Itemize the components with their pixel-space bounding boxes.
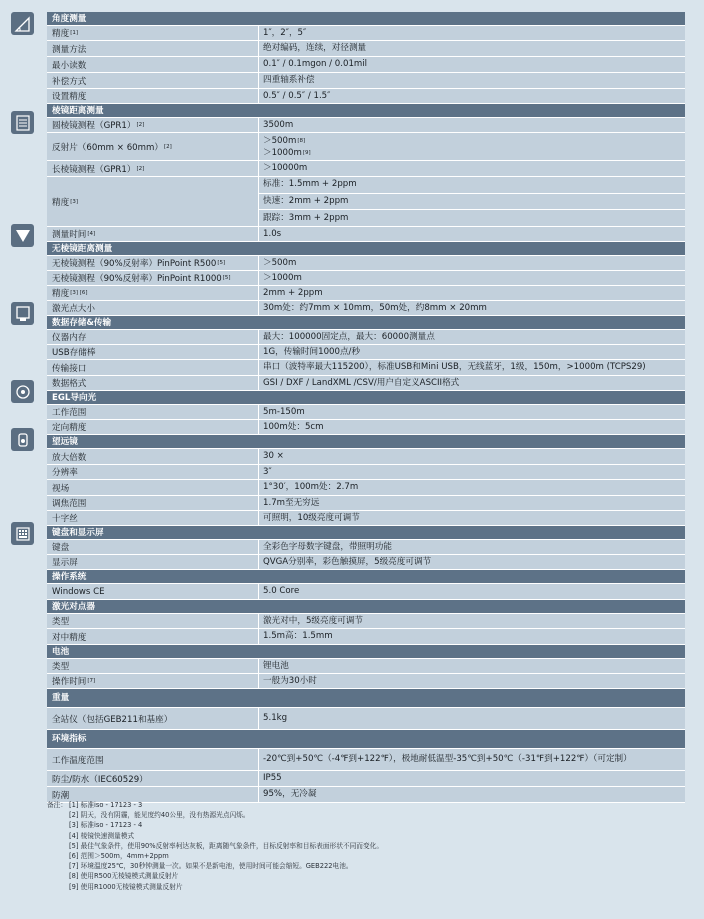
spec-value: ＞1000m	[263, 272, 302, 283]
spec-value: 全彩色字母数字键盘，带照明功能	[263, 541, 392, 552]
spec-label: 定向精度	[47, 420, 259, 434]
spec-label: 工作温度范围	[47, 749, 259, 770]
spec-value: 30 ×	[263, 451, 284, 461]
spec-value: 标准：1.5mm + 2ppm	[259, 177, 685, 194]
spec-label: 防尘/防水（IEC60529）	[47, 771, 259, 786]
spec-label: 视场	[47, 480, 259, 495]
spec-label: 操作时间 [7]	[47, 674, 259, 688]
spec-value: 0.5″ / 0.5″ / 1.5″	[263, 90, 331, 101]
spec-row	[47, 57, 685, 73]
spec-row	[47, 161, 685, 177]
spec-value: 30m处：约7mm × 10mm，50m处，约8mm × 20mm	[263, 302, 487, 313]
footnote: [9] 使用R1000无棱镜模式测量反射片	[69, 882, 183, 891]
spec-label: 圆棱镜测程（GPR1） [2]	[47, 118, 259, 132]
spec-label: 仪器内存	[47, 330, 259, 344]
spec-label: 测量方法	[47, 41, 259, 56]
spec-label: 数据格式	[47, 376, 259, 390]
spec-row	[47, 345, 685, 360]
spec-row	[47, 420, 685, 435]
spec-row	[47, 73, 685, 89]
spec-label: 反射片（60mm × 60mm） [2]	[47, 133, 259, 160]
spec-value: 3″	[263, 466, 272, 477]
data-storage-icon	[11, 302, 34, 325]
spec-row	[47, 614, 685, 629]
reflectorless-icon	[11, 224, 34, 247]
spec-row	[47, 674, 685, 689]
keyboard-icon	[11, 522, 34, 545]
section-header: 无棱镜距离测量	[47, 242, 685, 256]
spec-value: 0.1″ / 0.1mgon / 0.01mil	[263, 59, 368, 69]
spec-label: 补偿方式	[47, 73, 259, 88]
section-header: 激光对点器	[47, 600, 685, 614]
spec-value: 100m处：5cm	[263, 421, 324, 432]
spec-row	[47, 286, 685, 301]
footnote: [8] 使用R500无棱镜模式测量反射片	[69, 872, 179, 881]
spec-label: 全站仪（包括GEB211和基座）	[47, 708, 259, 729]
spec-value: 绝对编码，连续，对径测量	[263, 43, 367, 53]
spec-row	[47, 360, 685, 376]
spec-row	[47, 659, 685, 674]
section-header: 键盘和显示屏	[47, 526, 685, 540]
spec-row	[47, 449, 685, 465]
section-header: 棱镜距离测量	[47, 104, 685, 118]
spec-label: 分辨率	[47, 465, 259, 479]
spec-value: 激光对中，5级亮度可调节	[263, 615, 363, 626]
spec-value: IP55	[263, 773, 282, 783]
spec-label: 激光点大小	[47, 301, 259, 315]
spec-value: 1″，2″，5″	[263, 27, 307, 38]
spec-row	[47, 376, 685, 391]
spec-value: ＞500m	[263, 257, 297, 268]
spec-label: 传输接口	[47, 360, 259, 375]
spec-value: 5.0 Core	[263, 586, 300, 596]
footnote: [4] 棱镜快速测量模式	[69, 831, 135, 840]
spec-label: 长棱镜测程（GPR1） [2]	[47, 161, 259, 176]
spec-label: 设置精度	[47, 89, 259, 103]
spec-row	[47, 41, 685, 57]
spec-row	[47, 227, 685, 242]
spec-value: 串口（波特率最大115200），标准USB和Mini USB，无线蓝牙，1级，150m，>1000m (TCPS29)	[263, 362, 646, 372]
egl-icon	[11, 380, 34, 403]
section-header: 操作系统	[47, 570, 685, 584]
angle-icon	[11, 12, 34, 35]
telescope-icon	[11, 428, 34, 451]
spec-label: 精度 [3]	[47, 177, 259, 226]
spec-row	[47, 177, 685, 227]
footnote: 备注： [1] 标准iso - 17123 - 3	[47, 801, 143, 809]
spec-row	[47, 256, 685, 271]
spec-value: -20℃到+50℃（-4℉到+122℉），极地耐低温型-35℃到+50℃（-31℉到+122℉）（可定制）	[263, 754, 632, 764]
section-header: 环境指标	[47, 730, 685, 749]
spec-label: 调焦范围	[47, 496, 259, 510]
spec-value: QVGA分别率，彩色触摸屏，5级亮度可调节	[263, 556, 432, 567]
spec-value: 最大：100000固定点，最大：60000测量点	[263, 331, 435, 342]
spec-value: 1.5m高：1.5mm	[263, 631, 333, 641]
spec-label: 防潮	[47, 787, 259, 802]
footnote-label: 备注：	[47, 801, 68, 809]
section-header: 望远镜	[47, 435, 685, 449]
spec-row	[47, 271, 685, 286]
spec-label: 测量时间 [4]	[47, 227, 259, 241]
spec-value: ＞1000m [9]	[263, 147, 311, 158]
section-header: 数据存储&传输	[47, 316, 685, 330]
section-header: 重量	[47, 689, 685, 708]
spec-row	[47, 480, 685, 496]
distance-icon	[11, 111, 34, 134]
spec-label: 精度 [1]	[47, 26, 259, 40]
section-header: 电池	[47, 645, 685, 659]
spec-row	[47, 771, 685, 787]
footnote: [5] 最佳气象条件，使用90%反射率柯达灰板，距离随气象条件，目标反射率和目标表面形状不同而变化。	[69, 841, 384, 850]
spec-value: ＞10000m	[263, 163, 308, 173]
spec-value: 四重轴系补偿	[263, 75, 315, 85]
spec-row	[47, 496, 685, 511]
spec-label: 无棱镜测程（90%反射率）PinPoint R1000 [5]	[47, 271, 259, 285]
spec-row	[47, 584, 685, 600]
spec-table	[47, 12, 685, 803]
spec-value: 锂电池	[263, 660, 289, 671]
spec-label: 类型	[47, 659, 259, 673]
spec-value: 可照明，10级亮度可调节	[263, 512, 360, 523]
spec-value: 5.1kg	[263, 713, 288, 723]
section-header: 角度测量	[47, 12, 685, 26]
footnote: [7] 环境温度25℃，30秒钟测量一次。如果不是新电池，使用时间可能会缩短。GEB222电池。	[69, 862, 353, 871]
spec-value: 1.7m至无穷远	[263, 497, 320, 508]
spec-row	[47, 133, 685, 161]
spec-row	[47, 330, 685, 345]
spec-value: 一般为30小时	[263, 675, 317, 686]
section-header: EGL导向光	[47, 391, 685, 405]
spec-label: USB存储棒	[47, 345, 259, 359]
spec-label: 工作范围	[47, 405, 259, 419]
spec-row	[47, 118, 685, 133]
spec-label: 对中精度	[47, 629, 259, 644]
spec-label: 类型	[47, 614, 259, 628]
spec-label: 无棱镜测程（90%反射率）PinPoint R500 [5]	[47, 256, 259, 270]
spec-value: 3500m	[263, 119, 294, 130]
footnotes	[47, 800, 383, 892]
spec-value: 95%，无冷凝	[263, 789, 317, 799]
spec-label: 键盘	[47, 540, 259, 554]
spec-value: 跟踪：3mm + 2ppm	[263, 212, 349, 223]
spec-row	[47, 89, 685, 104]
spec-row	[47, 555, 685, 570]
spec-value: 1G，传输时间1000点/秒	[263, 346, 361, 357]
spec-label: 显示屏	[47, 555, 259, 569]
spec-value: 1.0s	[263, 228, 282, 239]
spec-row	[47, 511, 685, 526]
spec-label: 精度 [3] [6]	[47, 286, 259, 300]
spec-value: 1°30′，100m处：2.7m	[263, 482, 359, 492]
footnote: [3] 标准iso - 17123 - 4	[69, 821, 143, 830]
footnote: [2] 阴天，没有阴霾，能见度约40公里，没有热源光点闪烁。	[69, 811, 250, 820]
spec-value: 5m-150m	[263, 406, 305, 417]
spec-row	[47, 629, 685, 645]
spec-label: 最小读数	[47, 57, 259, 72]
spec-value: ＞500m [8]	[263, 135, 306, 146]
spec-value: 2mm + 2ppm	[263, 287, 323, 298]
spec-value: 快速：2mm + 2ppm	[259, 194, 685, 211]
footnote: [6] 范围＞500m，4mm+2ppm	[69, 852, 169, 861]
spec-row	[47, 301, 685, 316]
spec-row	[47, 708, 685, 730]
spec-row	[47, 26, 685, 41]
spec-label: 十字丝	[47, 511, 259, 525]
spec-row	[47, 540, 685, 555]
spec-value: GSI / DXF / LandXML /CSV/用户自定义ASCII格式	[263, 377, 460, 388]
spec-label: 放大倍数	[47, 449, 259, 464]
spec-row	[47, 405, 685, 420]
spec-label: Windows CE	[47, 584, 259, 599]
spec-row	[47, 465, 685, 480]
spec-row	[47, 749, 685, 771]
